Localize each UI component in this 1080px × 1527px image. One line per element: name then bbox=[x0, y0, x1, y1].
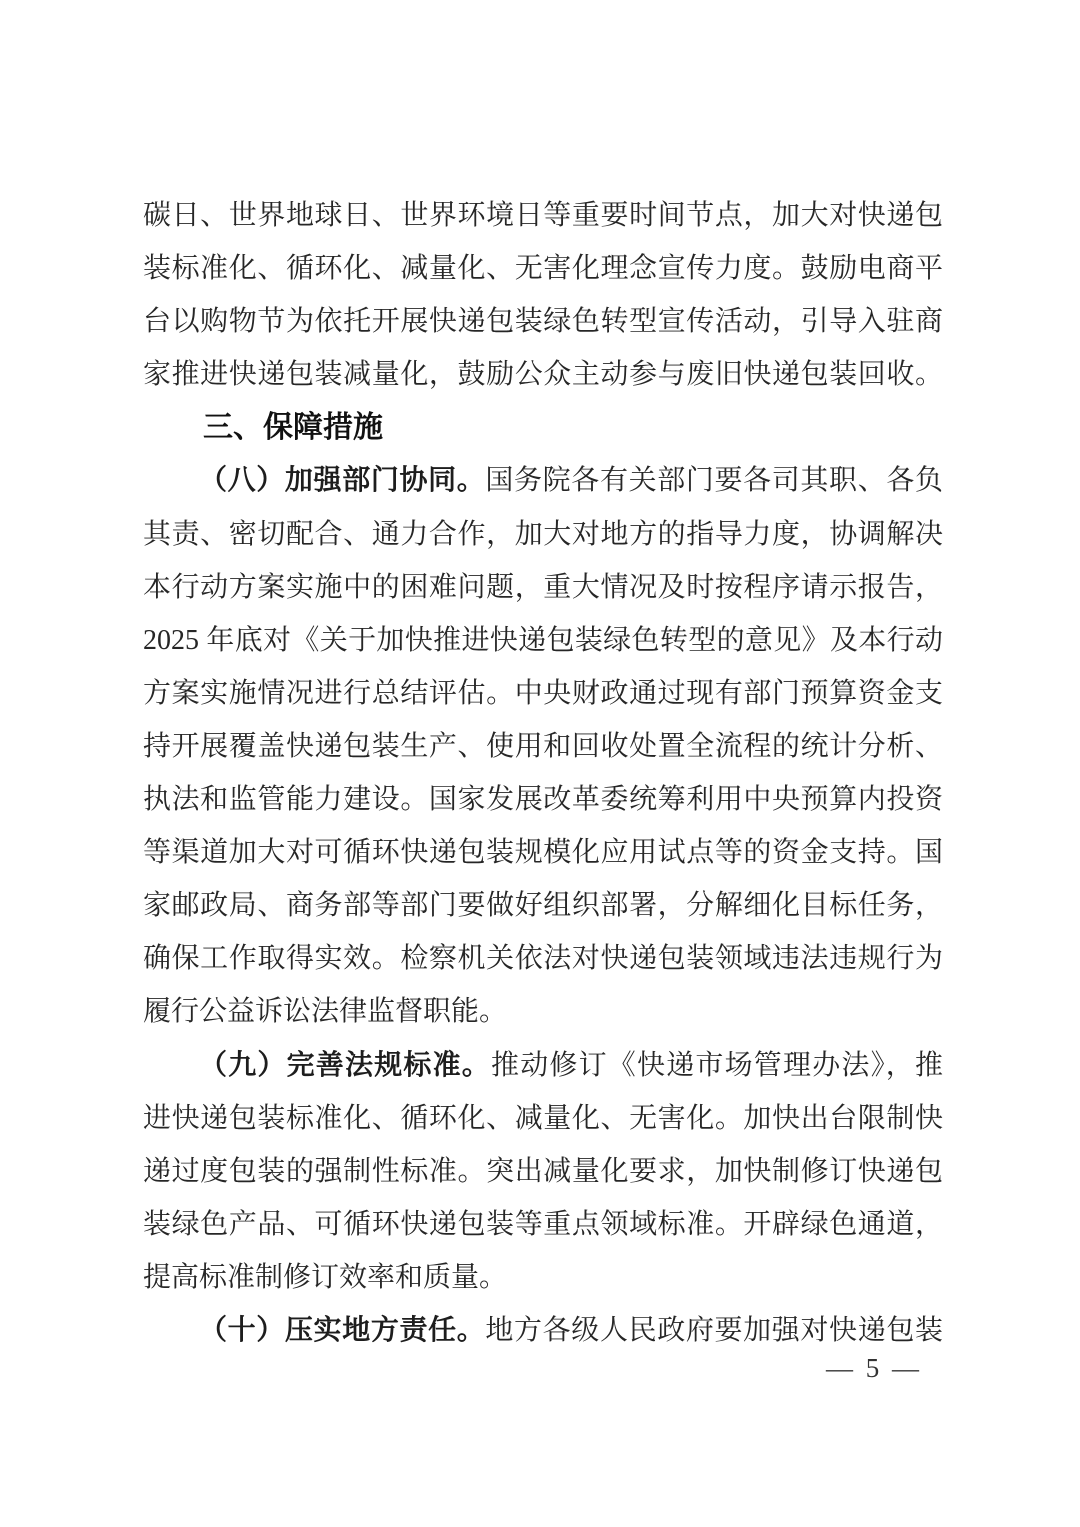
document-line: 提高标准制修订效率和质量。 bbox=[143, 1261, 508, 1293]
document-line: 持开展覆盖快递包装生产、使用和回收处置全流程的统计分析、 bbox=[143, 730, 943, 762]
section-heading: 三、保障措施 bbox=[203, 411, 383, 445]
document-line: 台以购物节为依托开展快递包装绿色转型宣传活动，引导入驻商 bbox=[143, 306, 943, 338]
document-line: 碳日、世界地球日、世界环境日等重要时间节点，加大对快递包 bbox=[143, 200, 943, 231]
document-line: （九）完善法规标准。推动修订《快递市场管理办法》，推 bbox=[199, 1049, 943, 1081]
document-line: 方案实施情况进行总结评估。中央财政通过现有部门预算资金支 bbox=[143, 677, 943, 709]
document-line: 装绿色产品、可循环快递包装等重点领域标准。开辟绿色通道， bbox=[143, 1208, 943, 1240]
document-line: （十）压实地方责任。地方各级人民政府要加强对快递包装 bbox=[199, 1314, 943, 1346]
document-line: 本行动方案实施中的困难问题，重大情况及时按程序请示报告， bbox=[143, 571, 943, 603]
document-line: 递过度包装的强制性标准。突出减量化要求，加快制修订快递包 bbox=[143, 1155, 943, 1187]
document-line: 确保工作取得实效。检察机关依法对快递包装领域违法违规行为 bbox=[143, 943, 943, 975]
paragraph-lead: （十）压实地方责任。 bbox=[199, 1314, 486, 1346]
document-line: 家推进快递包装减量化，鼓励公众主动参与废旧快递包装回收。 bbox=[143, 359, 943, 391]
document-line: 执法和监管能力建设。国家发展改革委统筹利用中央预算内投资 bbox=[143, 784, 943, 816]
document-line: 进快递包装标准化、循环化、减量化、无害化。加快出台限制快 bbox=[143, 1102, 943, 1134]
document-line: 其责、密切配合、通力合作，加大对地方的指导力度，协调解决 bbox=[143, 518, 943, 550]
paragraph-lead: （八）加强部门协同。 bbox=[199, 465, 486, 497]
paragraph-lead: （九）完善法规标准。 bbox=[199, 1049, 491, 1081]
document-line: 家邮政局、商务部等部门要做好组织部署，分解细化目标任务， bbox=[143, 890, 943, 922]
document-line: （八）加强部门协同。国务院各有关部门要各司其职、各负 bbox=[199, 465, 943, 497]
document-line: 履行公益诉讼法律监督职能。 bbox=[143, 996, 508, 1028]
page-number: — 5 — bbox=[826, 1353, 922, 1383]
document-line: 等渠道加大对可循环快递包装规模化应用试点等的资金支持。国 bbox=[143, 837, 943, 869]
document-line: 装标准化、循环化、减量化、无害化理念宣传力度。鼓励电商平 bbox=[143, 253, 943, 285]
document-line: 2025 年底对《关于加快推进快递包装绿色转型的意见》及本行动 bbox=[143, 624, 943, 656]
document-lines bbox=[143, 189, 943, 1357]
